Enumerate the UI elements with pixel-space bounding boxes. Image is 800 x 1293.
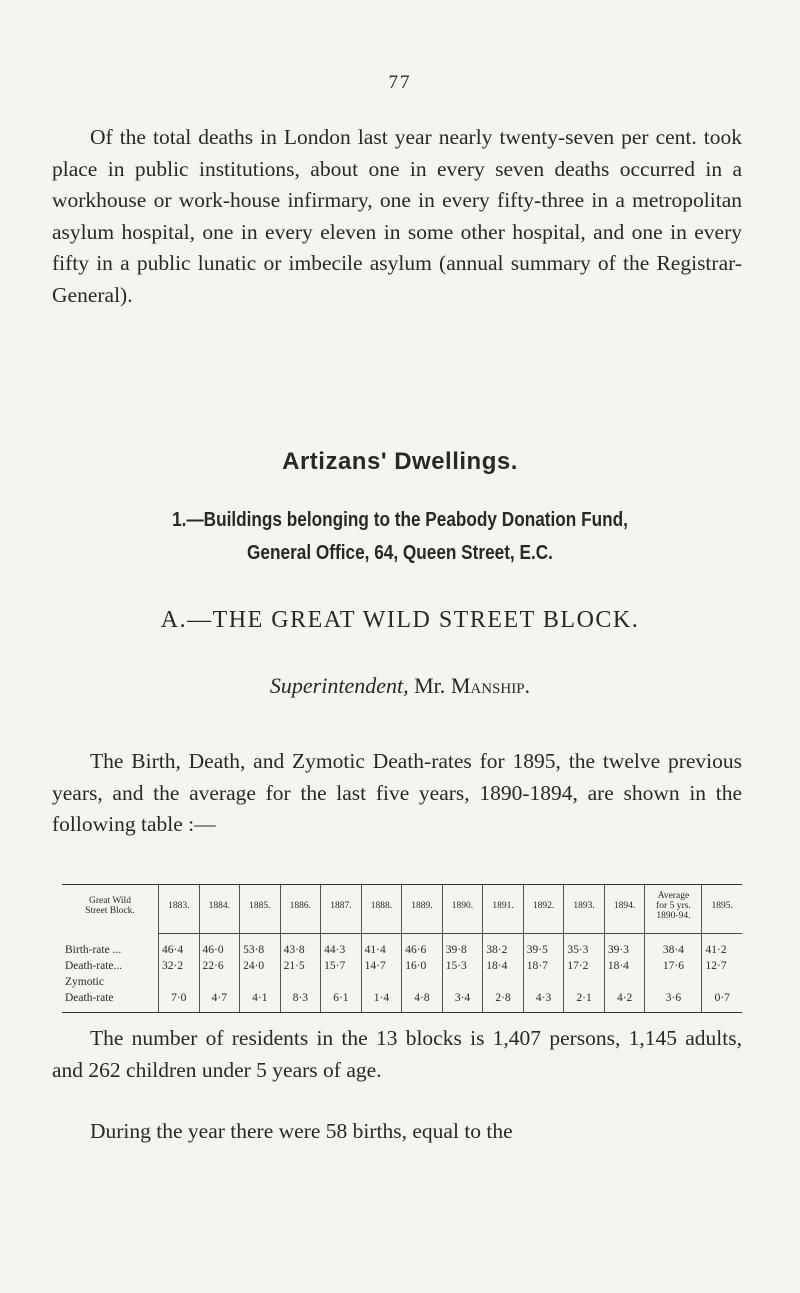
table-cell: 15·7 [321, 958, 362, 974]
table-cell: 22·6 [199, 958, 240, 974]
table-cell: 24·0 [240, 958, 281, 974]
table-cell: 6·1 [321, 990, 362, 1013]
rates-table [62, 884, 742, 1013]
table-row [62, 958, 742, 974]
superintendent-line [0, 673, 800, 699]
table-cell: 53·8 [240, 942, 281, 958]
subheading-line-2: General Office, 64, Queen Street, E.C. [247, 542, 553, 564]
table-cell: 8·3 [280, 990, 321, 1013]
table-row-label-continued [62, 974, 742, 990]
row-label: Death-rate... [65, 960, 123, 972]
year-header: 1892. [523, 885, 564, 934]
table-cell: 4·3 [523, 990, 564, 1013]
table-cell: 18·4 [483, 958, 524, 974]
table-cell: 4·1 [240, 990, 281, 1013]
final-year-header: 1895. [702, 885, 742, 934]
year-header: 1888. [361, 885, 402, 934]
table-cell: 2·1 [564, 990, 605, 1013]
year-header: 1887. [321, 885, 362, 934]
final-cell: 41·2 [702, 942, 742, 958]
table-intro-paragraph: The Birth, Death, and Zymotic Death-rates for 1895, the twelve previous years, and the average for the last five years, 1890-1894, are shown in the following table :— [52, 749, 742, 836]
average-cell: 3·6 [645, 990, 702, 1013]
table-cell: 39·5 [523, 942, 564, 958]
year-header: 1891. [483, 885, 524, 934]
table-row [62, 942, 742, 958]
superintendent-name: Manship. [450, 673, 531, 698]
table-cell: 14·7 [361, 958, 402, 974]
year-header: 1883. [159, 885, 200, 934]
section-heading: Artizans' Dwellings. [282, 448, 518, 475]
average-header: Average for 5 yrs. 1890-94. [645, 885, 702, 934]
residents-paragraph: The number of residents in the 13 blocks is 1,407 persons, 1,145 adults, and 262 children under 5 years of age. [52, 1026, 742, 1082]
table-cell: 18·7 [523, 958, 564, 974]
subheading-line-1: 1.—Buildings belonging to the Peabody Donation Fund, [172, 509, 628, 531]
intro-paragraph: Of the total deaths in London last year nearly twenty-seven per cent. took place in public institutions, about one in every seven deaths occurred in a workhouse or work-house infirmary, one in every fifty-three in a metropolitan asylum hospital, one in every eleven in some other hospital, and one in every fifty in a public lunatic or imbecile asylum (annual summary of the Registrar-General). [52, 125, 742, 307]
table-cell: 4·7 [199, 990, 240, 1013]
year-header: 1885. [240, 885, 281, 934]
table-cell: 3·4 [442, 990, 483, 1013]
average-cell: 38·4 [645, 942, 702, 958]
year-header: 1893. [564, 885, 605, 934]
row-label: Zymotic [65, 976, 104, 988]
table-cell: 44·3 [321, 942, 362, 958]
table-cell: 39·8 [442, 942, 483, 958]
table-cell: 41·4 [361, 942, 402, 958]
table-cell: 17·2 [564, 958, 605, 974]
page-number: 77 [388, 72, 412, 93]
year-header: 1886. [280, 885, 321, 934]
row-label: Death-rate [62, 990, 159, 1013]
table-cell: 32·2 [159, 958, 200, 974]
table-cell: 21·5 [280, 958, 321, 974]
superintendent-role: Superintendent, [269, 673, 409, 698]
final-cell: 0·7 [702, 990, 742, 1013]
table-cell: 39·3 [604, 942, 645, 958]
table-cell: 15·3 [442, 958, 483, 974]
table-cell: 1·4 [361, 990, 402, 1013]
table-cell: 7·0 [159, 990, 200, 1013]
table-cell: 35·3 [564, 942, 605, 958]
table-cell: 43·8 [280, 942, 321, 958]
subheading [133, 504, 666, 570]
table-cell: 4·2 [604, 990, 645, 1013]
table-cell: 18·4 [604, 958, 645, 974]
table-cell: 2·8 [483, 990, 524, 1013]
average-cell: 17·6 [645, 958, 702, 974]
block-title: A.—THE GREAT WILD STREET BLOCK. [160, 607, 640, 633]
year-header: 1894. [604, 885, 645, 934]
table-cell: 46·4 [159, 942, 200, 958]
final-cell: 12·7 [702, 958, 742, 974]
year-header: 1884. [199, 885, 240, 934]
table-cell: 16·0 [402, 958, 443, 974]
table-cell: 46·6 [402, 942, 443, 958]
corner-header: Great Wild Street Block. [62, 885, 159, 934]
table-row [62, 990, 742, 1013]
table-header-row [62, 885, 742, 934]
table-cell: 38·2 [483, 942, 524, 958]
year-header: 1889. [402, 885, 443, 934]
row-label: Birth-rate ... [65, 944, 122, 956]
table-cell: 46·0 [199, 942, 240, 958]
births-paragraph: During the year there were 58 births, equal to the [90, 1119, 513, 1143]
superintendent-title: Mr. [414, 673, 446, 698]
year-header: 1890. [442, 885, 483, 934]
separator-row [62, 934, 742, 943]
table-cell: 4·8 [402, 990, 443, 1013]
